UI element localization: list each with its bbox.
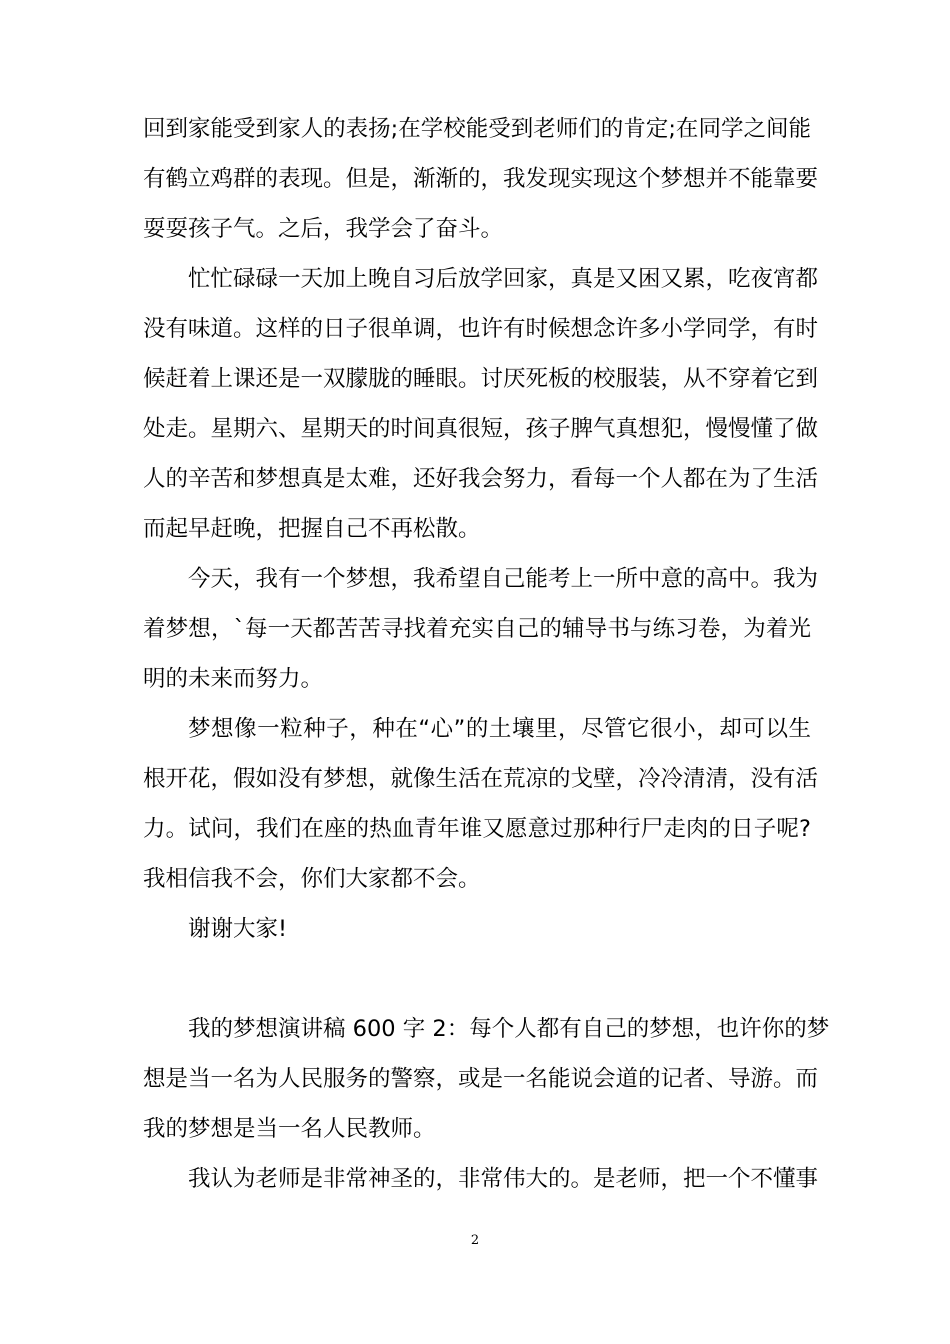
text-line: 候赶着上课还是一双朦胧的睡眼。讨厌死板的校服装，从不穿着它到 <box>143 366 819 392</box>
text-line: 我相信我不会，你们大家都不会。 <box>143 866 481 892</box>
text-line: 想是当一名为人民服务的警察，或是一名能说会道的记者、导游。而 <box>143 1066 819 1092</box>
paragraph-first-line: 梦想像一粒种子，种在“心”的土壤里，尽管它很小，却可以生 <box>188 716 811 742</box>
text-line: 着梦想，`每一天都苦苦寻找着充实自己的辅导书与练习卷，为着光 <box>143 616 811 642</box>
paragraph-first-line: 忙忙碌碌一天加上晚自习后放学回家，真是又困又累，吃夜宵都 <box>188 266 819 292</box>
text-line: 人的辛苦和梦想真是太难，还好我会努力，看每一个人都在为了生活 <box>143 466 819 492</box>
text-line: 回到家能受到家人的表扬;在学校能受到老师们的肯定;在同学之间能 <box>143 116 811 142</box>
page-number: 2 <box>470 1233 480 1248</box>
text-line: 耍耍孩子气。之后，我学会了奋斗。 <box>143 216 504 242</box>
paragraph-first-line: 我的梦想演讲稿 600 字 2：每个人都有自己的梦想，也许你的梦 <box>188 1016 830 1042</box>
text-line: 处走。星期六、星期天的时间真很短，孩子脾气真想犯，慢慢懂了做 <box>143 416 819 442</box>
paragraph-first-line: 我认为老师是非常神圣的，非常伟大的。是老师，把一个不懂事 <box>188 1166 819 1192</box>
text-line: 我的梦想是当一名人民教师。 <box>143 1116 436 1142</box>
text-line: 没有味道。这样的日子很单调，也许有时候想念许多小学同学，有时 <box>143 316 819 342</box>
text-line: 而起早赶晚，把握自己不再松散。 <box>143 516 481 542</box>
paragraph-first-line: 今天，我有一个梦想，我希望自己能考上一所中意的高中。我为 <box>188 566 819 592</box>
text-line: 明的未来而努力。 <box>143 666 324 692</box>
text-line: 根开花，假如没有梦想，就像生活在荒凉的戈壁，冷冷清清，没有活 <box>143 766 819 792</box>
text-line: 有鹤立鸡群的表现。但是，渐渐的，我发现实现这个梦想并不能靠要 <box>143 166 819 192</box>
text-line: 力。试问，我们在座的热血青年谁又愿意过那种行尸走肉的日子呢? <box>143 816 811 842</box>
paragraph-first-line: 谢谢大家! <box>188 916 288 942</box>
